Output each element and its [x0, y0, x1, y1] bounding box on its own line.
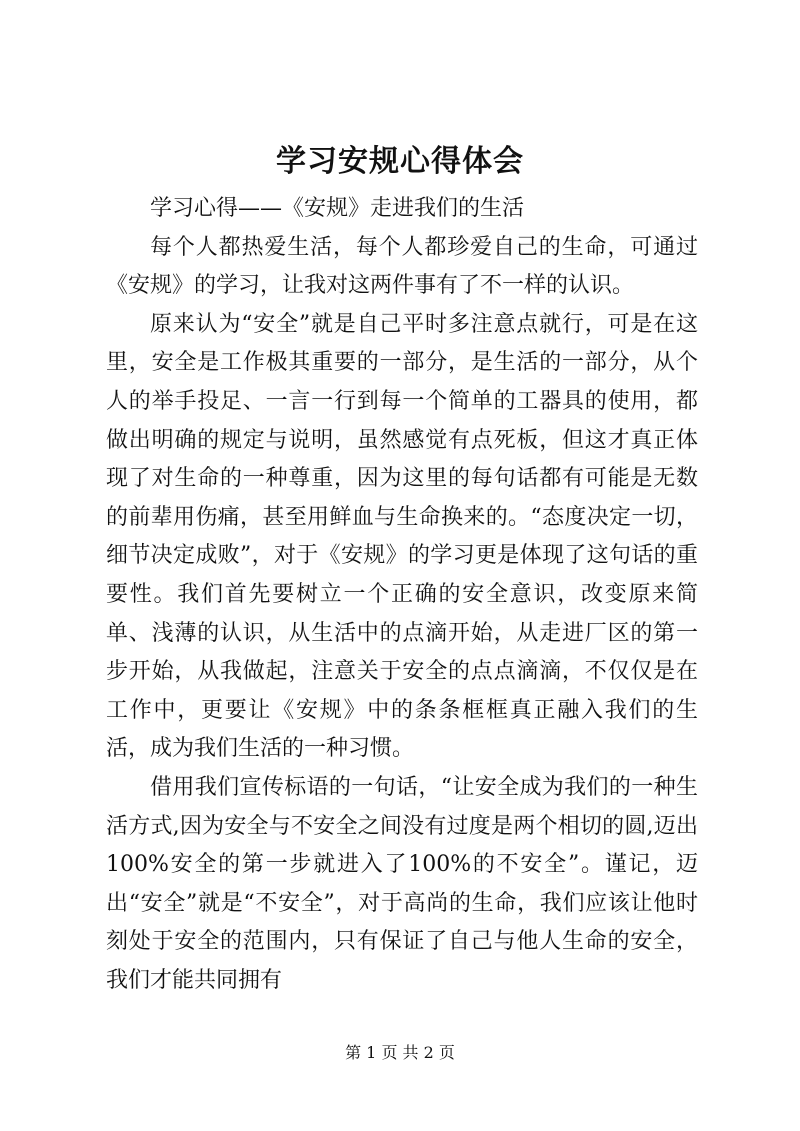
body-paragraph: 原来认为“安全”就是自己平时多注意点就行，可是在这里，安全是工作极其重要的一部分，是生活的一部分，从个人的举手投足、一言一行到每一个简单的工器具的使用，都做出明确的规定与说明，虽然感觉有点死板，但这才真正体现了对生命的一种尊重，因为这里的每句话都有可能是无数的前辈用伤痛，甚至用鲜血与生命换来的。“态度决定一切，细节决定成败”，对于《安规》的学习更是体现了这句话的重要性。我们首先要树立一个正确的安全意识，改变原来简单、浅薄的认识，从生活中的点滴开始，从走进厂区的第一步开始，从我做起，注意关于安全的点点滴滴，不仅仅是在工作中，更要让《安规》中的条条框框真正融入我们的生活，成为我们生活的一种习惯。 — [106, 311, 698, 762]
subtitle-paragraph: 学习心得——《安规》走进我们的生活 — [150, 196, 525, 221]
body-paragraph: 每个人都热爱生活，每个人都珍爱自己的生命，可通过《安规》的学习，让我对这两件事有了不一样的认识。 — [106, 234, 698, 299]
document-title: 学习安规心得体会 — [276, 144, 524, 179]
page-number-footer: 第 1 页 共 2 页 — [345, 1043, 455, 1062]
body-paragraph: 借用我们宣传标语的一句话，“让安全成为我们的一种生活方式,因为安全与不安全之间没有过度是两个相切的圆,迈出100%安全的第一步就进入了100%的不安全”。谨记，迈出“安全”就是“不安全”，对于高尚的生命，我们应该让他时刻处于安全的范围内，只有保证了自己与他人生命的安全，我们才能共同拥有 — [106, 774, 698, 993]
document-body — [106, 190, 698, 1000]
